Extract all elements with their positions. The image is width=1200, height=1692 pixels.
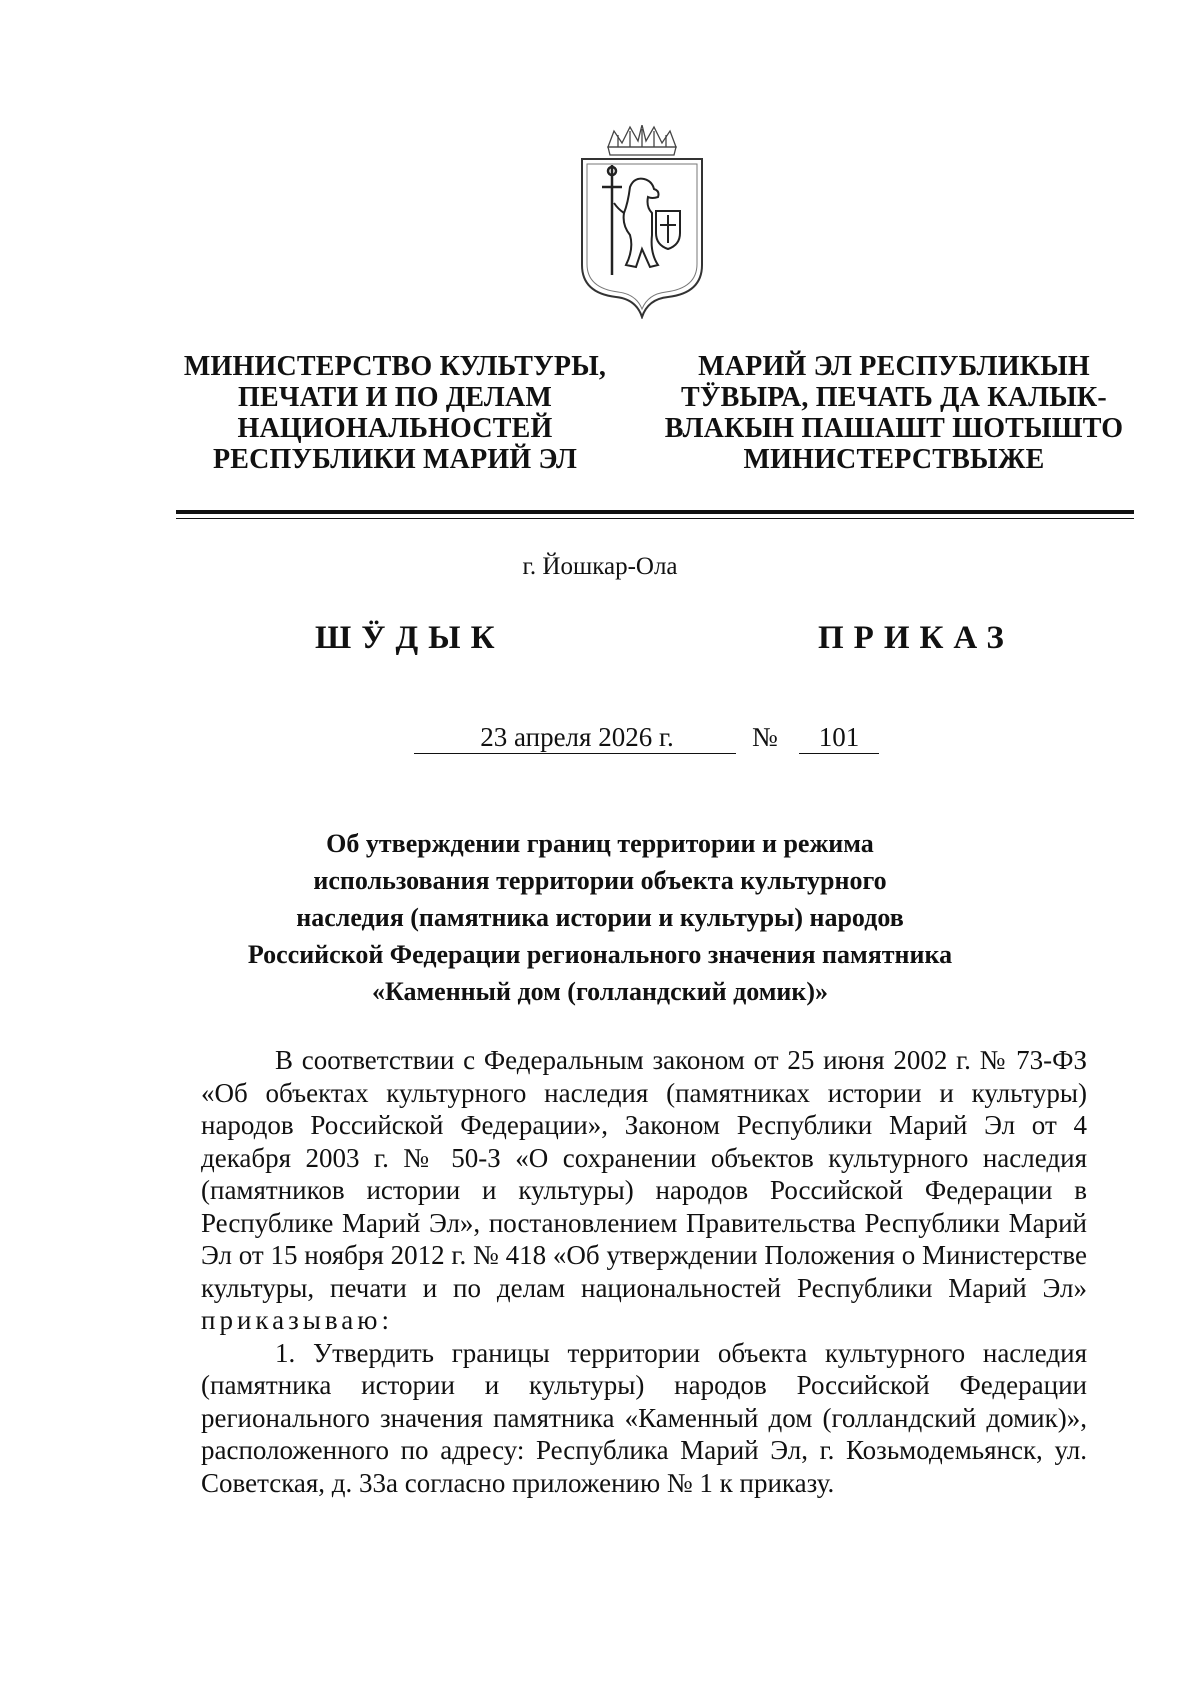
doc-type-mari: ШӰДЫК xyxy=(315,620,505,656)
order-title xyxy=(0,825,1200,1010)
order-number: 101 xyxy=(799,722,879,754)
ministry-ru-line: НАЦИОНАЛЬНОСТЕЙ xyxy=(237,413,553,444)
ministry-mari-line: МИНИСТЕРСТВЫЖЕ xyxy=(743,444,1045,475)
letterhead xyxy=(185,351,1129,475)
city-name: г. Йошкар-Ола xyxy=(522,553,678,580)
ministry-mari-line: МАРИЙ ЭЛ РЕСПУБЛИКЫН xyxy=(698,351,1090,382)
title-line: Российской Федерации регионального значения памятника xyxy=(247,940,953,969)
ministry-mari-line: ТӰВЫРА, ПЕЧАТЬ ДА КАЛЫК- xyxy=(681,382,1107,413)
doc-type-ru: ПРИКАЗ xyxy=(818,620,1014,656)
preamble-paragraph xyxy=(201,1044,1087,1337)
title-line: наследия (памятника истории и культуры) народов xyxy=(296,903,904,932)
preamble-text: В соответствии с Федеральным законом от 25 июня 2002 г. № 73-ФЗ «Об объектах культурного наследия (памятниках истории и культуры) народов Российской Федерации», Законом Республики Марий Эл от 4 декабря 2003 г. № 50-З «О сохранении объектов культурного наследия (памятников истории и культуры) народов Российской Федерации в Республике Марий Эл», постановлением Правительства Республики Марий Эл от 15 ноября 2012 г. № 418 «Об утверждении Положения о Министерстве культуры, печати и по делам национальностей Республики Марий Эл» xyxy=(201,1045,1087,1303)
ministry-ru-line: МИНИСТЕРСТВО КУЛЬТУРЫ, xyxy=(183,351,607,382)
clause-1-paragraph: 1. Утвердить границы территории объекта культурного наследия (памятника истории и культуры) народов Российской Федерации регионального значения памятника «Каменный дом (голландский домик)», расположенного по адресу: Республика Марий Эл, г. Козьмодемьянск, ул. Советская, д. 33а согласно приложению № 1 к приказу. xyxy=(201,1337,1087,1498)
ministry-name-ru xyxy=(170,351,620,475)
order-body xyxy=(201,1044,1087,1499)
header-divider-thin xyxy=(176,518,1134,519)
ministry-name-mari xyxy=(659,351,1129,475)
number-sign: № xyxy=(752,722,778,752)
ministry-mari-line: ВЛАКЫН ПАШАШТ ШОТЫШТО xyxy=(664,413,1124,444)
ministry-ru-line: ПЕЧАТИ И ПО ДЕЛАМ xyxy=(237,382,553,413)
title-line: «Каменный дом (голландский домик)» xyxy=(371,977,829,1006)
order-keyword: приказываю: xyxy=(201,1305,393,1335)
header-divider-thick xyxy=(176,510,1134,514)
order-date: 23 апреля 2026 г. xyxy=(414,722,736,754)
title-line: Об утверждении границ территории и режима xyxy=(326,829,874,858)
title-line: использования территории объекта культурного xyxy=(313,866,887,895)
ministry-ru-line: РЕСПУБЛИКИ МАРИЙ ЭЛ xyxy=(212,444,578,475)
coat-of-arms-icon xyxy=(578,125,706,319)
